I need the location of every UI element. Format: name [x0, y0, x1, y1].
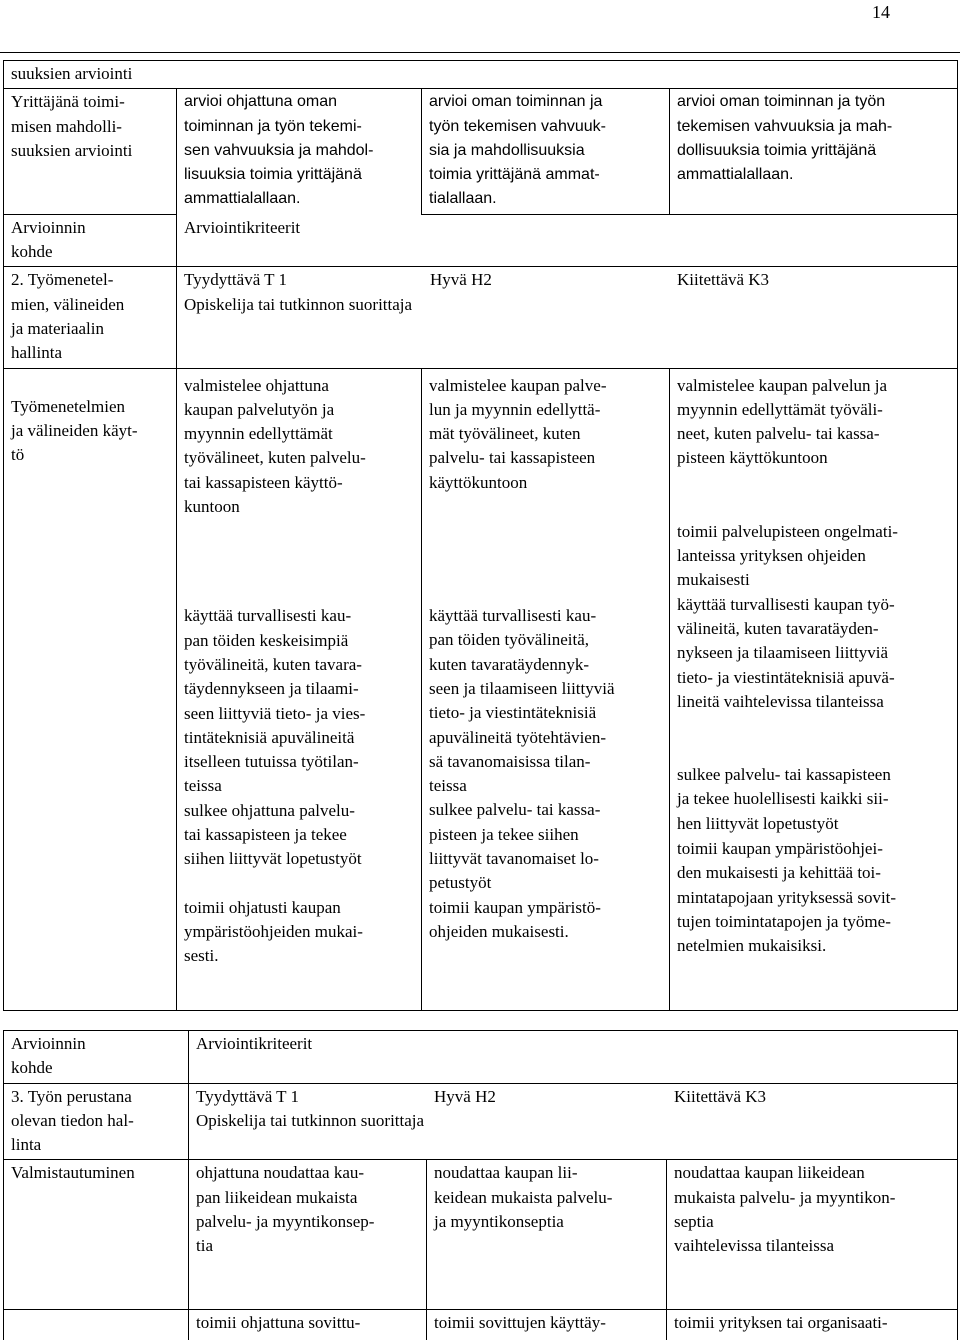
student-label-2: Opiskelija tai tutkinnon suorittaja: [196, 1110, 425, 1130]
assessment-table-1: [3, 60, 958, 1011]
k3-item-close: sulkee palvelu- tai kassapisteen ja tekee huolellisesti kaikki sii- hen liittyvät lopetustyöt: [677, 765, 891, 833]
page-number: 14: [872, 2, 890, 22]
assessment-target-heading: Arvioinnin kohde: [4, 214, 177, 267]
t1-gap-2: [184, 872, 414, 896]
assessment-target-heading-2: Arvioinnin kohde: [4, 1031, 189, 1084]
entrepreneurship-t1: arvioi ohjattuna oman toiminnan ja työn tekemi- sen vahvuuksia ja mahdol- lisuuksia toimia yrittäjänä ammattialallaan.: [177, 89, 422, 214]
assessment-criteria-heading: Arviointikriteerit: [177, 214, 958, 267]
grade-header-cell: [177, 267, 958, 368]
continuation-t1: toimii ohjattuna sovittu-: [189, 1310, 427, 1340]
grade-t1-label: Tyydyttävä T 1: [184, 270, 288, 290]
tool-use-t1: [177, 368, 422, 1010]
criterion-work-methods: 2. Työmenetel- mien, välineiden ja materiaalin hallinta: [4, 267, 177, 368]
h2-gap: [429, 495, 662, 604]
tool-use-h2: [422, 368, 670, 1010]
grade-header-cell-2: [189, 1083, 958, 1160]
k3-item-use-tools: käyttää turvallisesti kaupan työ- välineitä, kuten tavaratäyden- nykseen ja tilaamiseen liittyviä tieto- ja viestintäteknisiä apuvä- lineitä vaihtelevissa tilanteissa: [677, 594, 895, 711]
criterion-preparation: Valmistautuminen: [4, 1160, 189, 1310]
k3-gap-2: [677, 714, 950, 763]
continuation-col0: [4, 1310, 189, 1340]
k3-item-prepare: valmistelee kaupan palvelun ja myynnin edellyttämät työväli- neet, kuten palvelu- tai kassa- pisteen käyttökuntoon: [677, 375, 888, 468]
preparation-k3: noudattaa kaupan liikeidean mukaista palvelu- ja myyntikon- septia vaihtelevissa tilanteissa: [667, 1160, 958, 1310]
continuation-k3: toimii yrityksen tai organisaati-: [667, 1310, 958, 1340]
criterion-tool-use: Työmenetelmien ja välineiden käyt- tö: [4, 368, 177, 1010]
h2-item-prepare: valmistelee kaupan palve- lun ja myynnin edellyttä- mät työvälineet, kuten palvelu- tai kassapisteen käyttökuntoon: [429, 375, 607, 492]
assessment-criteria-heading-2: Arviointikriteerit: [189, 1031, 958, 1084]
h2-item-close: sulkee palvelu- tai kassa- pisteen ja tekee siihen liittyvät tavanomaiset lo- petustyöt: [429, 800, 601, 893]
k3-item-environment: toimii kaupan ympäristöohjei- den mukaisesti ja kehittää toi- mintatapojaan yrityksessä sovit- tujen toimintatapojen ja työme- netelmien mukaisiksi.: [677, 839, 897, 956]
criterion-knowledge: 3. Työn perustana olevan tiedon hal- linta: [4, 1083, 189, 1160]
t1-item-environment: toimii ohjatusti kaupan ympäristöohjeiden mukai- sesti.: [184, 897, 363, 966]
continued-criterion-label: suuksien arviointi: [4, 61, 958, 89]
t1-item-close: sulkee ohjattuna palvelu- tai kassapisteen ja tekee siihen liittyvät lopetustyöt: [184, 800, 362, 869]
grade-h2-label: Hyvä H2: [430, 270, 492, 290]
grade-k3-label: Kiitettävä K3: [677, 270, 770, 290]
t1-item-prepare: valmistelee ohjattuna kaupan palvelutyön ja myynnin edellyttämät työvälineet, kuten palvelu- tai kassapisteen käyttö- kuntoon: [184, 375, 366, 517]
criterion-entrepreneurship: Yrittäjänä toimi- misen mahdolli- suuksien arviointi: [4, 89, 177, 214]
entrepreneurship-k3: arvioi oman toiminnan ja työn tekemisen vahvuuksia ja mah- dollisuuksia toimia yrittäjänä ammattialallaan.: [670, 89, 958, 214]
grade-t1-label-2: Tyydyttävä T 1: [196, 1086, 300, 1106]
preparation-h2: noudattaa kaupan lii- keidean mukaista palvelu- ja myyntikonseptia: [427, 1160, 667, 1310]
continuation-h2: toimii sovittujen käyttäy-: [427, 1310, 667, 1340]
grade-k3-label-2: Kiitettävä K3: [674, 1086, 767, 1106]
k3-item-problems: toimii palvelupisteen ongelmati- lanteissa yrityksen ohjeiden mukaisesti: [677, 521, 898, 590]
assessment-table-2: [3, 1030, 958, 1340]
preparation-t1: ohjattuna noudattaa kau- pan liikeidean mukaista palvelu- ja myyntikonsep- tia: [189, 1160, 427, 1310]
tool-use-k3: [670, 368, 958, 1010]
h2-item-environment: toimii kaupan ympäristö- ohjeiden mukaisesti.: [429, 897, 601, 941]
student-label: Opiskelija tai tutkinnon suorittaja: [184, 295, 413, 315]
t1-item-use-tools: käyttää turvallisesti kau- pan töiden keskeisimpiä työvälineitä, kuten tavara- täydennykseen ja tilaami- seen liittyviä tieto- ja vies- tintäteknisiä apuvälineitä itselleen tutuissa työtilan- teissa: [184, 606, 366, 796]
t1-gap: [184, 519, 414, 604]
h2-item-use-tools: käyttää turvallisesti kau- pan töiden työvälineitä, kuten tavaratäydennyk- seen ja tilaamiseen liittyviä tieto- ja viestintäteknisiä apuvälineitä työtehtävien- sä tavanomaisissa tilan- teissa: [429, 606, 615, 796]
k3-gap: [677, 471, 950, 520]
header-rule: [0, 52, 960, 53]
grade-h2-label-2: Hyvä H2: [434, 1086, 496, 1106]
entrepreneurship-h2: arvioi oman toiminnan ja työn tekemisen vahvuuk- sia ja mahdollisuuksia toimia yrittäjänä ammat- tialallaan.: [422, 89, 670, 214]
